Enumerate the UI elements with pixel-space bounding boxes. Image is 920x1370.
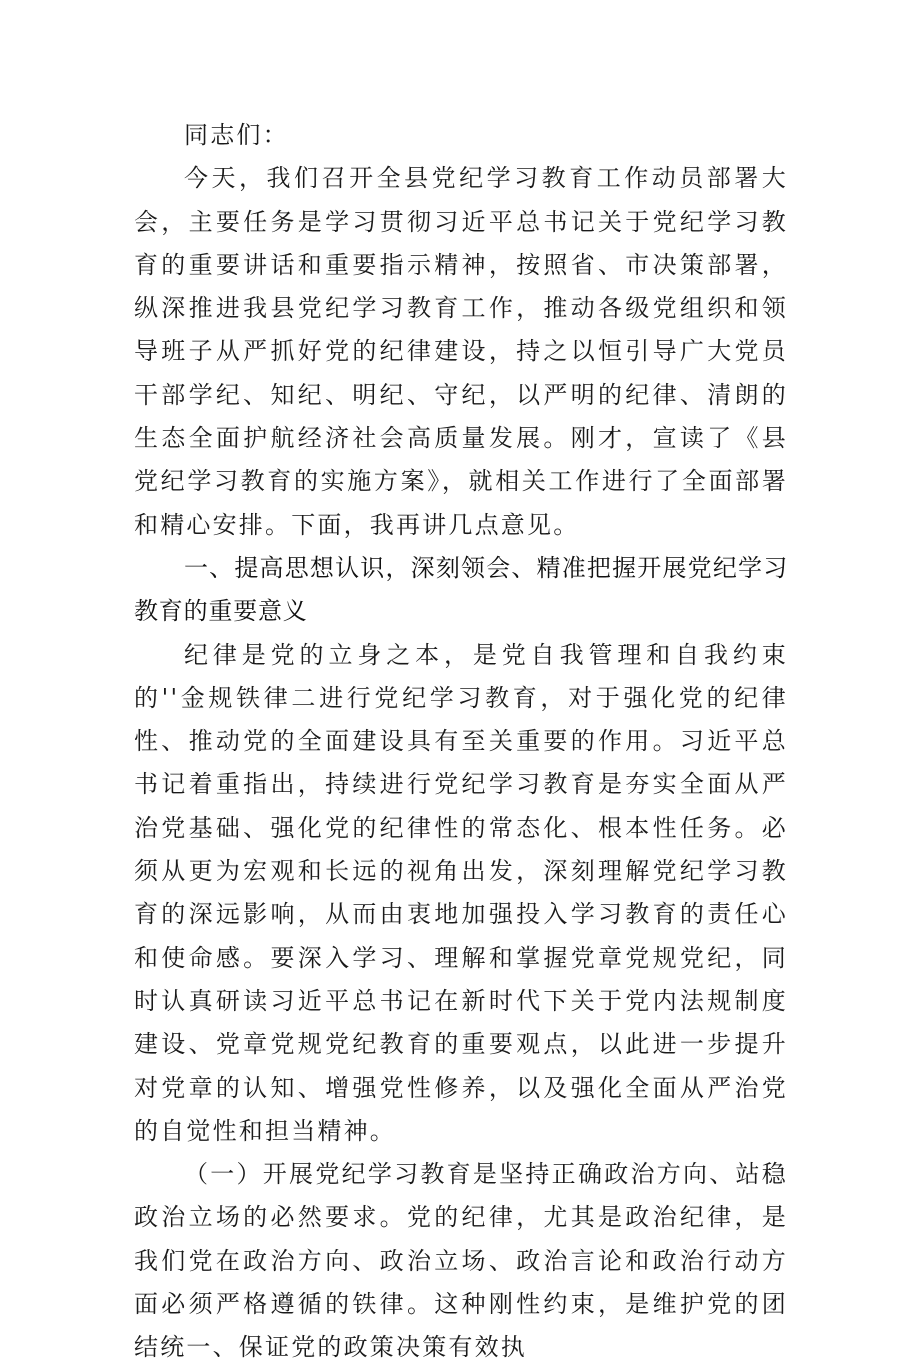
- document-body: [134, 114, 788, 1370]
- salutation: 同志们：: [184, 121, 289, 149]
- section-heading: 一、提高思想认识，深刻领会、精准把握开展党纪学习教育的重要意义: [134, 553, 788, 626]
- opening-paragraph: 今天，我们召开全县党纪学习教育工作动员部署大会，主要任务是学习贯彻习近平总书记关于党纪学习教育的重要讲话和重要指示精神，按照省、市决策部署，纵深推进我县党纪学习教育工作，推动各级党组织和领导班子从严抓好党的纪律建设，持之以恒引导广大党员干部学纪、知纪、明纪、守纪，以严明的纪律、清朗的生态全面护航经济社会高质量发展。刚才，宣读了《县党纪学习教育的实施方案》，就相关工作进行了全面部署和精心安排。下面，我再讲几点意见。: [134, 164, 788, 539]
- section-paragraph-2: （一）开展党纪学习教育是坚持正确政治方向、站稳政治立场的必然要求。党的纪律，尤其是政治纪律，是我们党在政治方向、政治立场、政治言论和政治行动方面必须严格遵循的铁律。这种刚性约束，是维护党的团结统一、保证党的政策决策有效执: [134, 1160, 788, 1362]
- section-paragraph-1: 纪律是党的立身之本，是党自我管理和自我约束的''金规铁律二进行党纪学习教育，对于强化党的纪律性、推动党的全面建设具有至关重要的作用。习近平总书记着重指出，持续进行党纪学习教育是夯实全面从严治党基础、强化党的纪律性的常态化、根本性任务。必须从更为宏观和长远的视角出发，深刻理解党纪学习教育的深远影响，从而由衷地加强投入学习教育的责任心和使命感。要深入学习、理解和掌握党章党规党纪，同时认真研读习近平总书记在新时代下关于党内法规制度建设、党章党规党纪教育的重要观点，以此进一步提升对党章的认知、增强党性修养，以及强化全面从严治党的自觉性和担当精神。: [134, 640, 788, 1145]
